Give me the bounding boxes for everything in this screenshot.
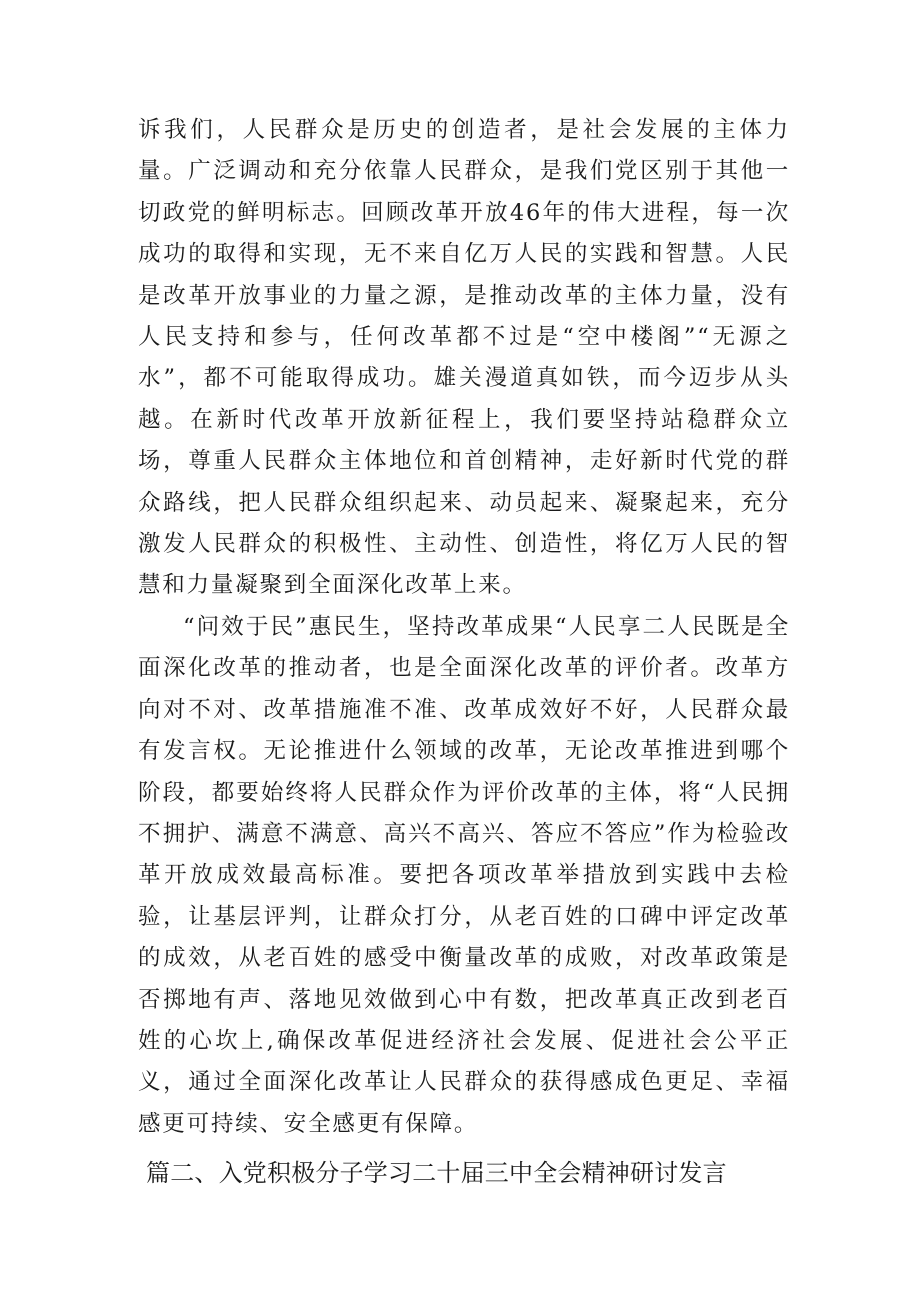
section-heading: 篇二、入党积极分子学习二十届三中全会精神研讨发言 — [146, 1159, 727, 1187]
paragraph-1: 诉我们，人民群众是历史的创造者，是社会发展的主体力量。广泛调动和充分依靠人民群众，是我们党区别于其他一切政党的鲜明标志。回顾改革开放46年的伟大进程，每一次成功的取得和实现，无不来自亿万人民的实践和智慧。人民是改革开放事业的力量之源，是推动改革的主体力量，没有人民支持和参与，任何改革都不过是“空中楼阁”“无源之水”，都不可能取得成功。雄关漫道真如铁，而今迈步从头越。在新时代改革开放新征程上，我们要坚持站稳群众立场，尊重人民群众主体地位和首创精神，走好新时代党的群众路线，把人民群众组织起来、动员起来、凝聚起来，充分激发人民群众的积极性、主动性、创造性，将亿万人民的智慧和力量凝聚到全面深化改革上来。 — [138, 117, 790, 599]
paragraph-2: “问效于民”惠民生，坚持改革成果“人民享二人民既是全面深化改革的推动者，也是全面深化改革的评价者。改革方向对不对、改革措施准不准、改革成效好不好，人民群众最有发言权。无论推进什么领域的改革，无论改革推进到哪个阶段，都要始终将人民群众作为评价改革的主体，将“人民拥不拥护、满意不满意、高兴不高兴、答应不答应”作为检验改革开放成效最高标准。要把各项改革举措放到实践中去检验，让基层评判，让群众打分，从老百姓的口碑中评定改革的成效，从老百姓的感受中衡量改革的成败，对改革政策是否掷地有声、落地见效做到心中有数，把改革真正改到老百姓的心坎上,确保改革促进经济社会发展、促进社会公平正义，通过全面深化改革让人民群众的获得感成色更足、幸福感更可持续、安全感更有保障。 — [138, 613, 790, 1137]
document-body — [138, 110, 790, 1145]
